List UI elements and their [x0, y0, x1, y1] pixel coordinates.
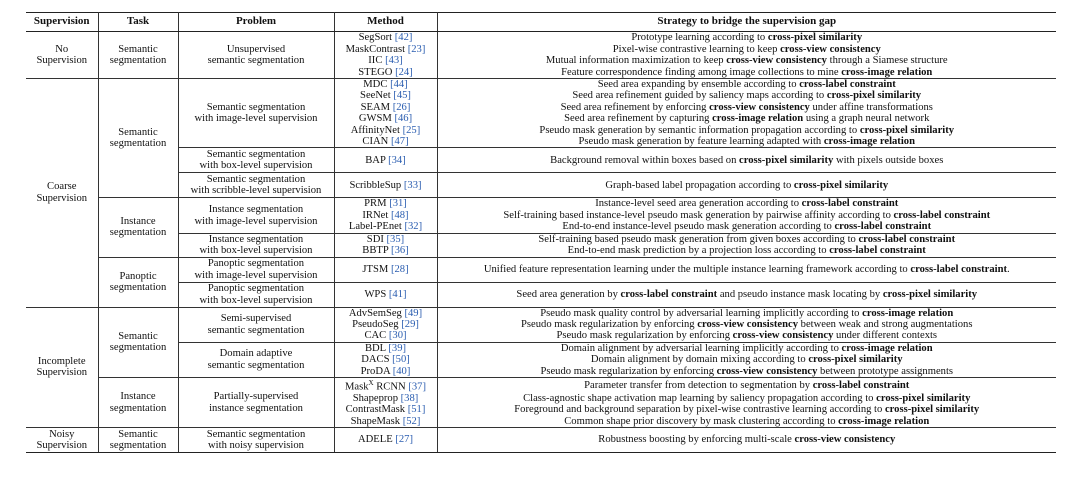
citation-link[interactable]: [42]	[394, 32, 413, 44]
supervision-cell: Coarse Supervision	[26, 79, 98, 307]
table-row	[26, 198, 1056, 210]
method-cell	[334, 257, 437, 282]
citation-link[interactable]: [40]	[392, 365, 411, 377]
table-row	[26, 428, 1056, 453]
method-cell	[334, 44, 437, 55]
strategy-cell: Robustness boosting by enforcing multi-scale cross-view consistency	[437, 428, 1056, 453]
method-name: ADELE	[357, 434, 393, 446]
citation-link[interactable]: [52]	[402, 415, 421, 427]
method-name: STEGO	[358, 66, 393, 78]
method-name: MaskContrast	[345, 43, 406, 55]
table-row	[26, 173, 1056, 198]
strategy-cell: Pixel-wise contrastive learning to keep cross-view consistency	[612, 43, 881, 55]
strategy-cell: End-to-end mask prediction by a projection loss according to cross-label constraint	[567, 245, 926, 257]
method-cell	[334, 55, 437, 66]
method-name: SDI	[366, 233, 384, 245]
problem-cell: Semantic segmentation with image-level supervision	[178, 79, 334, 148]
method-name: BBTP	[362, 245, 389, 257]
supervision-cell: Incomplete Supervision	[26, 307, 98, 428]
table-row	[26, 32, 1056, 44]
method-name: IIC	[368, 55, 383, 67]
method-cell	[334, 221, 437, 233]
method-name: ContrastMask	[345, 404, 406, 416]
problem-cell: Domain adaptive semantic segmentation	[178, 342, 334, 377]
task-cell: Instance segmentation	[98, 377, 178, 427]
citation-link[interactable]: [31]	[389, 198, 407, 210]
table-row	[26, 233, 1056, 245]
method-cell	[334, 198, 437, 210]
citation-link[interactable]: [36]	[391, 245, 409, 257]
supervision-cell: No Supervision	[26, 32, 98, 79]
strategy-cell: Mutual information maximization to keep cross-view consistency through a Siamese structure	[545, 55, 948, 67]
method-name: CIAN	[362, 136, 389, 148]
problem-cell: Semantic segmentation with box-level supervision	[178, 148, 334, 173]
task-cell: Panoptic segmentation	[98, 257, 178, 307]
strategy-cell: Pseudo mask generation by semantic information propagation according to cross-pixel similarity	[539, 124, 955, 136]
citation-link[interactable]: [27]	[395, 434, 414, 446]
method-cell	[334, 366, 437, 378]
problem-cell: Panoptic segmentation with box-level supervision	[178, 282, 334, 307]
strategy-cell: Unified feature representation learning under the multiple instance learning framework according to cross-label constraint.	[437, 257, 1056, 282]
strategy-cell: Graph-based label propagation according to cross-pixel similarity	[437, 173, 1056, 198]
strategy-cell: Seed area refinement guided by saliency maps according to cross-pixel similarity	[572, 90, 922, 102]
method-name: DACS	[361, 354, 390, 366]
strategy-cell: Foreground and background separation by pixel-wise contrastive learning according to cross-pixel similarity	[514, 404, 980, 416]
citation-link[interactable]: [35]	[386, 233, 405, 245]
problem-cell: Instance segmentation with image-level supervision	[178, 198, 334, 233]
citation-link[interactable]: [51]	[407, 404, 426, 416]
strategy-cell: Common shape prior discovery by mask clustering according to cross-image relation	[564, 415, 930, 427]
strategy-cell: Self-training based pseudo mask generation from given boxes according to cross-label constraint	[437, 233, 1056, 245]
header-problem: Problem	[178, 13, 334, 32]
table-row	[26, 148, 1056, 173]
method-cell	[334, 282, 437, 307]
citation-link[interactable]: [48]	[390, 209, 409, 221]
header-task: Task	[98, 13, 178, 32]
method-name: JTSM	[362, 263, 389, 275]
method-name: AffinityNet	[350, 124, 400, 136]
method-cell	[334, 245, 437, 257]
method-name: MDC	[363, 79, 388, 91]
citation-link[interactable]: [28]	[390, 263, 409, 275]
method-name: WPS	[364, 288, 387, 300]
table-row	[26, 257, 1056, 282]
problem-cell: Unsupervised semantic segmentation	[178, 32, 334, 79]
table-row	[26, 377, 1056, 392]
method-name: AdvSemSeg	[348, 307, 402, 319]
strategy-cell: Seed area expanding by ensemble according to cross-label constraint	[437, 79, 1056, 91]
citation-link[interactable]: [33]	[403, 179, 422, 191]
method-cell	[334, 125, 437, 136]
strategy-cell: Pseudo mask quality control by adversarial learning implicitly according to cross-image relation	[437, 307, 1056, 319]
method-cell: Mask$^X$ RCNN [37]	[334, 377, 437, 392]
strategy-cell: Domain alignment by domain mixing according to cross-pixel similarity	[590, 354, 903, 366]
strategy-cell: Prototype learning according to cross-pixel similarity	[437, 32, 1056, 44]
method-cell	[334, 233, 437, 245]
table-row	[26, 342, 1056, 354]
method-name: Label-PEnet	[348, 221, 402, 233]
strategy-cell: Seed area generation by cross-label constraint and pseudo instance mask locating by cross-pixel similarity	[437, 282, 1056, 307]
method-cell	[334, 102, 437, 113]
strategy-cell: Background removal within boxes based on cross-pixel similarity with pixels outside boxes	[437, 148, 1056, 173]
strategy-cell: Pseudo mask regularization by enforcing cross-view consistency under different contexts	[556, 330, 938, 342]
header-method: Method	[334, 13, 437, 32]
problem-cell: Semantic segmentation with scribble-level supervision	[178, 173, 334, 198]
task-cell: Instance segmentation	[98, 198, 178, 257]
citation-link[interactable]: [41]	[388, 288, 407, 300]
task-cell: Semantic segmentation	[98, 428, 178, 453]
method-name: SEAM	[360, 101, 391, 113]
supervision-cell: Noisy Supervision	[26, 428, 98, 453]
table-row	[26, 282, 1056, 307]
table-row	[26, 79, 1056, 91]
problem-cell: Instance segmentation with box-level supervision	[178, 233, 334, 257]
method-name: SeeNet	[360, 90, 391, 102]
method-cell	[334, 330, 437, 342]
method-cell	[334, 393, 437, 404]
method-name: ProDA	[360, 365, 391, 377]
method-cell	[334, 173, 437, 198]
problem-cell: Semantic segmentation with noisy supervision	[178, 428, 334, 453]
method-name: GWSM	[358, 113, 392, 125]
method-cell	[334, 416, 437, 428]
citation-link[interactable]: [46]	[394, 113, 413, 125]
method-cell	[334, 342, 437, 354]
method-cell	[334, 307, 437, 319]
method-name: BAP	[365, 154, 386, 166]
header-strategy: Strategy to bridge the supervision gap	[437, 13, 1056, 32]
method-cell	[334, 210, 437, 221]
method-cell	[334, 354, 437, 365]
method-name: IRNet	[362, 209, 389, 221]
problem-cell: Partially-supervised instance segmentation	[178, 377, 334, 427]
problem-cell: Panoptic segmentation with image-level supervision	[178, 257, 334, 282]
task-cell: Semantic segmentation	[98, 79, 178, 198]
citation-link[interactable]: [25]	[402, 124, 421, 136]
header-supervision: Supervision	[26, 13, 98, 32]
method-cell	[334, 148, 437, 173]
strategy-cell: Feature correspondence finding among image collections to mine cross-image relation	[561, 66, 933, 78]
method-name: CAC	[364, 330, 387, 342]
citation-link[interactable]: [39]	[388, 342, 407, 354]
citation-link[interactable]: [24]	[395, 66, 413, 78]
citation-link[interactable]: [45]	[393, 90, 411, 102]
method-cell	[334, 319, 437, 330]
task-cell: Semantic segmentation	[98, 32, 178, 79]
header-row	[26, 13, 1056, 32]
strategy-cell: End-to-end instance-level pseudo mask generation according to cross-label constraint	[562, 221, 932, 233]
method-name: BDL	[364, 342, 386, 354]
method-cell	[334, 136, 437, 148]
table-body	[26, 32, 1056, 453]
method-cell	[334, 428, 437, 453]
citation-link[interactable]: [44]	[390, 79, 408, 91]
citation-link[interactable]: [37]	[408, 381, 426, 393]
citation-link[interactable]: [38]	[400, 392, 419, 404]
strategy-cell: Self-training based instance-level pseudo mask generation by pairwise affinity according to cross-label constraint	[503, 209, 991, 221]
strategy-cell: Pseudo mask generation by feature learning adapted with cross-image relation	[578, 136, 915, 148]
task-cell: Semantic segmentation	[98, 307, 178, 377]
citation-link[interactable]: [29]	[401, 318, 419, 330]
method-cell	[334, 32, 437, 44]
method-name: PseudoSeg	[352, 318, 399, 330]
method-cell	[334, 79, 437, 91]
citation-link[interactable]: [34]	[388, 154, 406, 166]
strategy-cell: Class-agnostic shape activation map learning by saliency propagation according to cross-pixel similarity	[523, 392, 971, 404]
strategy-cell: Domain alignment by adversarial learning implicitly according to cross-image relation	[437, 342, 1056, 354]
method-cell	[334, 113, 437, 124]
method-name: Shapeprop	[352, 392, 398, 404]
method-name: PRM	[364, 198, 387, 210]
method-name: ScribbleSup	[349, 179, 402, 191]
method-name: SegSort	[358, 32, 393, 44]
strategy-cell: Instance-level seed area generation according to cross-label constraint	[437, 198, 1056, 210]
method-cell	[334, 67, 437, 79]
strategy-cell: Parameter transfer from detection to segmentation by cross-label constraint	[437, 377, 1056, 392]
strategy-cell: Pseudo mask regularization by enforcing cross-view consistency between weak and strong augmentations	[521, 318, 973, 330]
citation-link[interactable]: [50]	[392, 354, 410, 366]
citation-link[interactable]: [49]	[404, 307, 423, 319]
table-row	[26, 307, 1056, 319]
strategy-cell: Pseudo mask regularization by enforcing cross-view consistency between prototype assignments	[540, 365, 954, 377]
table-container	[26, 12, 1056, 453]
citation-link[interactable]: [26]	[392, 101, 411, 113]
strategy-cell: Seed area refinement by capturing cross-image relation using a graph neural network	[564, 113, 930, 125]
method-cell	[334, 90, 437, 101]
strategy-cell: Seed area refinement by enforcing cross-view consistency under affine transformations	[560, 101, 933, 113]
method-name: ShapeMask	[350, 415, 401, 427]
supervision-strategy-table	[26, 12, 1056, 453]
method-name: Mask	[344, 381, 369, 393]
problem-cell: Semi-supervised semantic segmentation	[178, 307, 334, 342]
citation-link[interactable]: [32]	[404, 221, 423, 233]
method-cell	[334, 404, 437, 415]
citation-link[interactable]: [30]	[388, 330, 407, 342]
citation-link[interactable]: [43]	[385, 55, 403, 67]
citation-link[interactable]: [47]	[390, 136, 409, 148]
citation-link[interactable]: [23]	[407, 43, 426, 55]
